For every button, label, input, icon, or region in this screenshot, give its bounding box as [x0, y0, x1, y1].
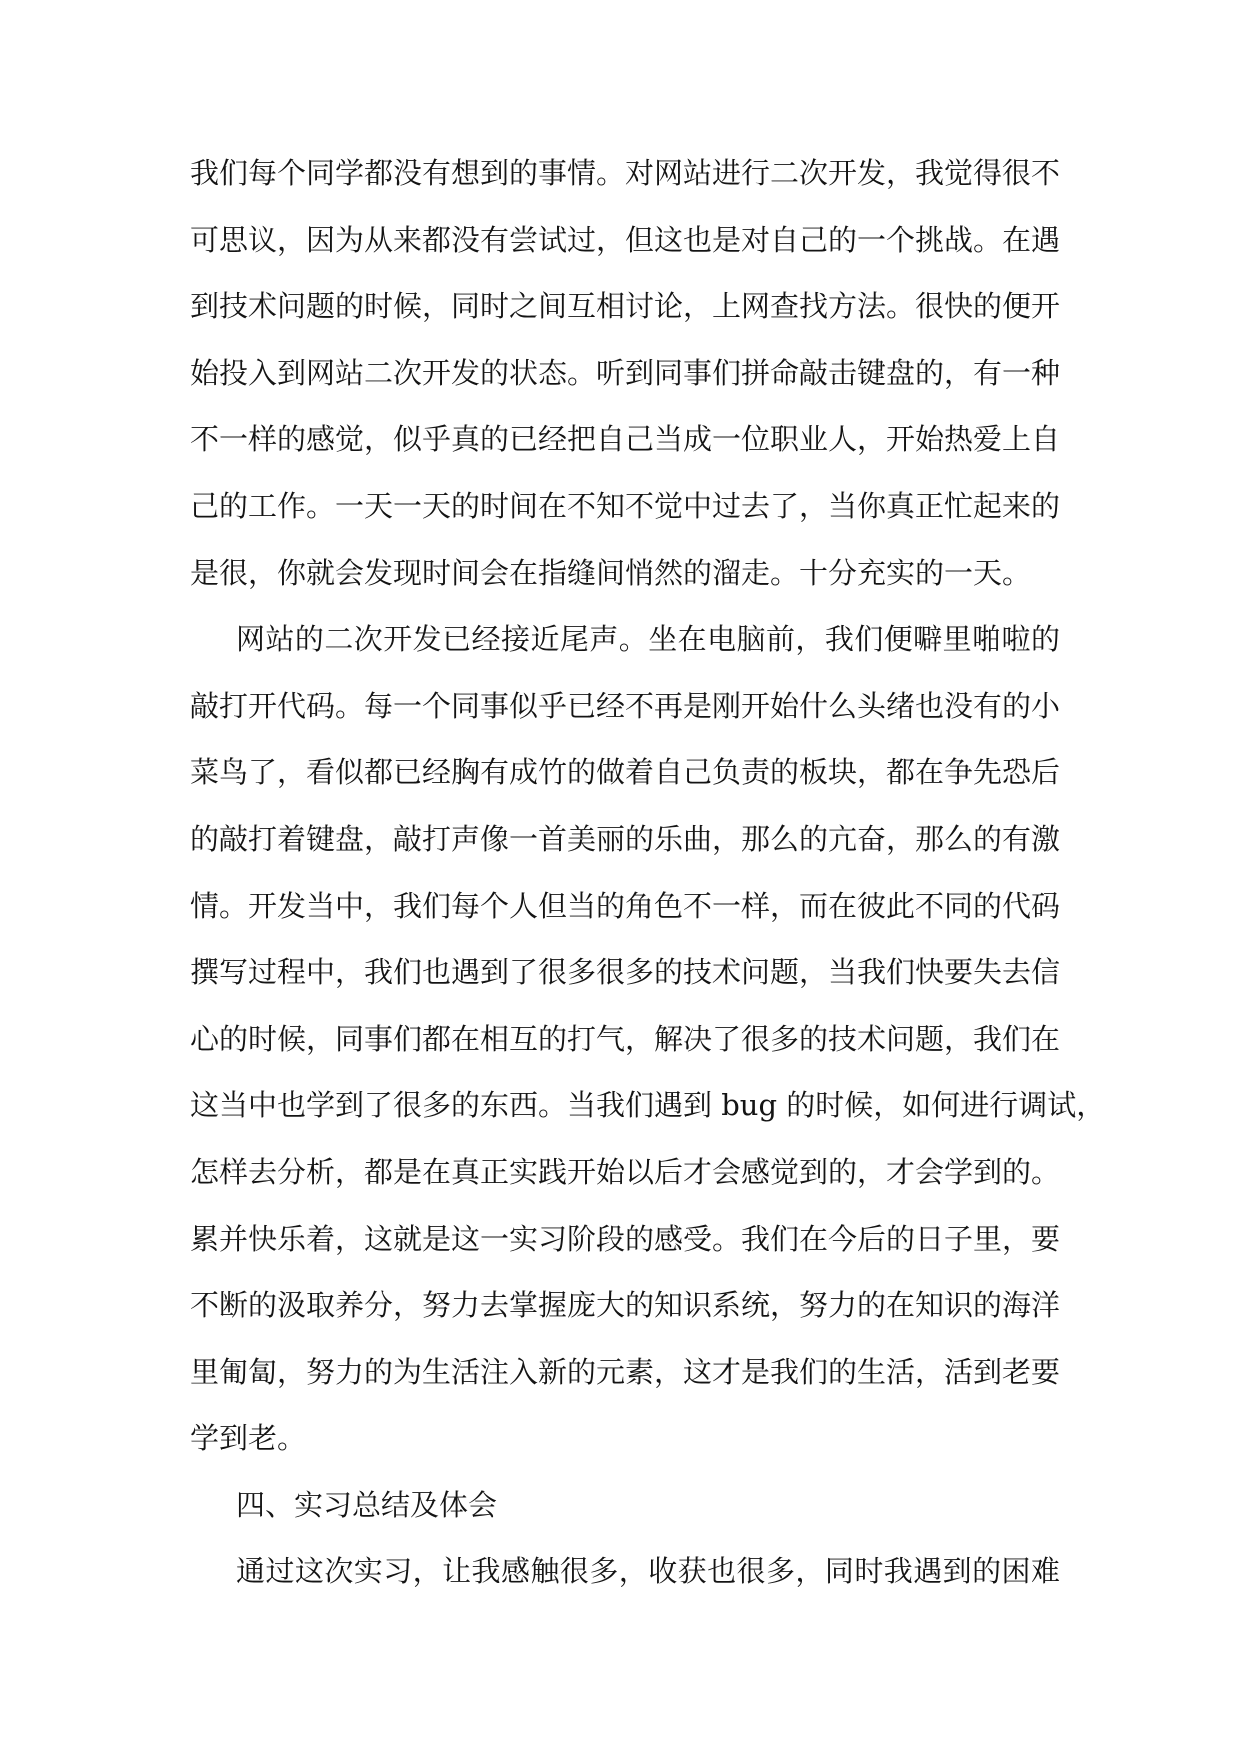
text-line: 撰写过程中，我们也遇到了很多很多的技术问题，当我们快要失去信	[190, 955, 1061, 990]
text-line: 通过这次实习，让我感触很多，收获也很多，同时我遇到的困难	[236, 1554, 1060, 1589]
text-line: 菜鸟了，看似都已经胸有成竹的做着自己负责的板块，都在争先恐后	[190, 755, 1061, 790]
text-line: 不一样的感觉，似乎真的已经把自己当成一位职业人，开始热爱上自	[190, 422, 1061, 457]
text-line: 始投入到网站二次开发的状态。听到同事们拼命敲击键盘的，有一种	[190, 355, 1061, 390]
text-line: 敲打开代码。每一个同事似乎已经不再是刚开始什么头绪也没有的小	[190, 688, 1061, 723]
body-text	[190, 140, 1106, 1605]
section-heading: 四、实习总结及体会	[236, 1487, 498, 1522]
text-line: 是很，你就会发现时间会在指缝间悄然的溜走。十分充实的一天。	[190, 555, 1032, 590]
text-line: 不断的汲取养分，努力去掌握庞大的知识系统，努力的在知识的海洋	[190, 1288, 1061, 1323]
text-line: 到技术问题的时候，同时之间互相讨论，上网查找方法。很快的便开	[190, 289, 1061, 324]
text-line: 的敲打着键盘，敲打声像一首美丽的乐曲，那么的亢奋，那么的有激	[190, 821, 1061, 856]
text-line: 里匍匐，努力的为生活注入新的元素，这才是我们的生活，活到老要	[190, 1354, 1061, 1389]
text-line: 己的工作。一天一天的时间在不知不觉中过去了，当你真正忙起来的	[190, 488, 1061, 523]
text-line: 可思议，因为从来都没有尝试过，但这也是对自己的一个挑战。在遇	[190, 222, 1061, 257]
text-line: 网站的二次开发已经接近尾声。坐在电脑前，我们便噼里啪啦的	[236, 622, 1060, 657]
text-line: 我们每个同学都没有想到的事情。对网站进行二次开发，我觉得很不	[190, 156, 1061, 190]
text-line: 心的时候，同事们都在相互的打气，解决了很多的技术问题，我们在	[190, 1021, 1061, 1056]
text-line: 累并快乐着，这就是这一实习阶段的感受。我们在今后的日子里，要	[190, 1221, 1061, 1256]
text-line: 学到老。	[190, 1421, 307, 1456]
text-line: 这当中也学到了很多的东西。当我们遇到 bug 的时候，如何进行调试，	[190, 1088, 1106, 1123]
text-line: 怎样去分析，都是在真正实践开始以后才会感觉到的，才会学到的。	[190, 1154, 1061, 1189]
text-line: 情。开发当中，我们每个人但当的角色不一样，而在彼此不同的代码	[190, 888, 1061, 923]
